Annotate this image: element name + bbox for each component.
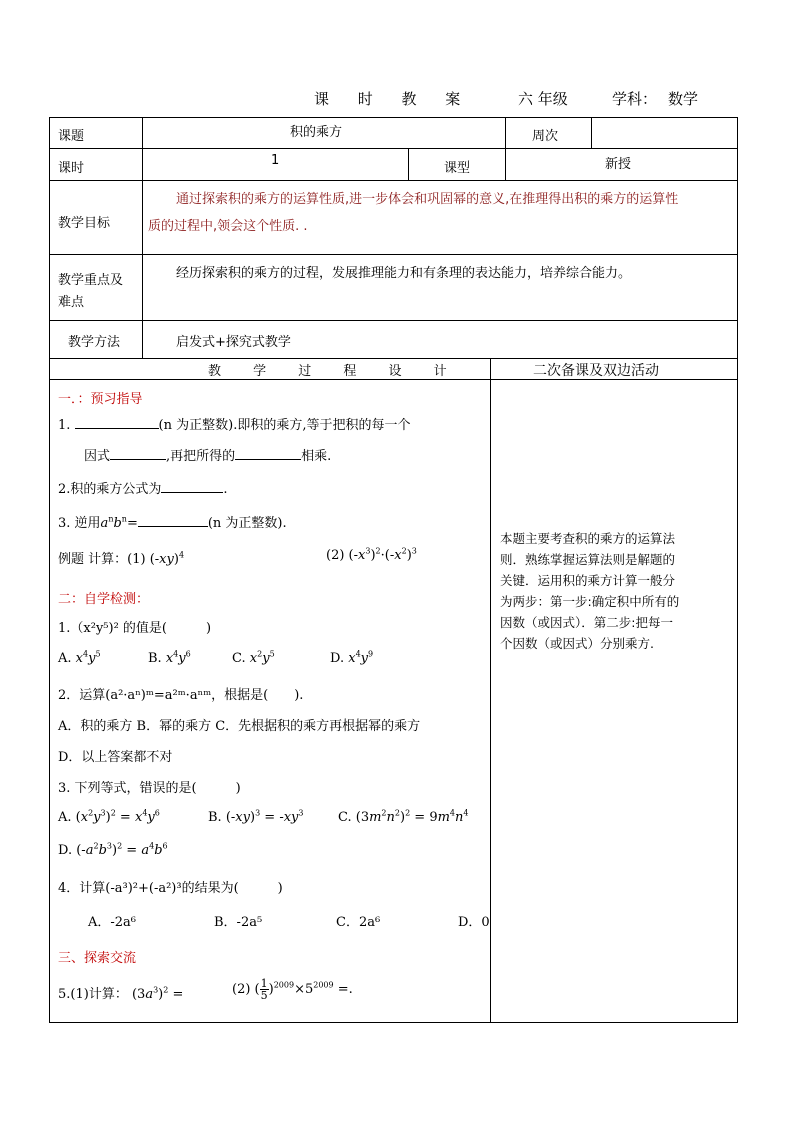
section3-title: 三、探索交流 [58, 951, 137, 966]
q2-text: 2.积的乘方公式为 [58, 482, 162, 497]
period-value: 1 [271, 153, 280, 168]
note-line: 因数（或因式）．第二步:把每一 [500, 615, 673, 630]
t4-question: 4．计算(-a³)²+(-a²)³的结果为( ) [58, 881, 283, 896]
t1-option-a[interactable]: A. $x^4y^5$ [58, 649, 101, 666]
lesson-plan-title: 课 时 教 案 [314, 90, 473, 108]
q2-line: 2.积的乘方公式为 . [58, 482, 228, 497]
q1-multiply: 相乘. [301, 449, 332, 464]
example-line: 例题 计算：(1) $(-xy)^4$ [58, 550, 185, 567]
section1-title: 一．：预习指导 [58, 392, 143, 407]
q1-blank2[interactable] [110, 447, 166, 460]
prep-note [500, 528, 679, 654]
t4-option-c[interactable]: C．2a⁶ [336, 915, 381, 930]
period-label: 课时 [58, 161, 85, 176]
t4-option-b[interactable]: B．-2a⁵ [214, 915, 263, 930]
t2-options-abc: A．积的乘方 B．幂的乘方 C．先根据积的乘方再根据幂的乘方 [58, 719, 421, 734]
note-line: 本题主要考查积的乘方的运算法 [500, 531, 676, 546]
goal-text-line1: 通过探索积的乘方的运算性质,进一步体会和巩固幂的意义,在推理得出积的乘方的运算性 [176, 192, 679, 207]
q3-blank[interactable] [138, 514, 208, 527]
t3-option-d[interactable]: D. $(-a^2b^3)^2 = a^4b^6$ [58, 841, 168, 858]
q1-line2 [84, 445, 331, 464]
t1-option-b[interactable]: B. $x^4y^6$ [148, 649, 191, 666]
q5-label: 5.(1)计算： [58, 987, 128, 1002]
q5-part2-label: (2) [232, 982, 251, 997]
t4-option-a[interactable]: A．-2a⁶ [88, 915, 137, 930]
fraction-one-fifth: $\frac{1}{5}$ [260, 977, 268, 1002]
second-prep-header: 二次备课及双边活动 [533, 363, 659, 379]
key-label-1: 教学重点及 [58, 273, 124, 288]
method-label: 教学方法 [68, 335, 121, 350]
note-line: 个因数（或因式）分别乘方. [500, 636, 654, 651]
goal-text-line2: 质的过程中,领会这个性质. . [148, 219, 308, 234]
example-2: (2) $(-x^3)^2\cdot(-x^2)^3$ [326, 546, 417, 563]
key-label-2: 难点 [58, 295, 85, 310]
q1-number: 1. [58, 418, 75, 433]
topic-label: 课题 [58, 129, 85, 144]
subject-label: 学科： [612, 90, 658, 108]
t3-option-a[interactable]: A. $(x^2y^3)^2 = x^4y^6$ [58, 808, 160, 825]
topic-value: 积的乘方 [290, 125, 343, 140]
q1-then: ,再把所得的 [166, 449, 236, 464]
t3-option-c[interactable]: C. $(3m^2n^2)^2 = 9m^4n^4$ [338, 808, 469, 825]
q1-line1 [58, 414, 410, 433]
q1-factor: 因式 [84, 449, 111, 464]
t3-question: 3. 下列等式，错误的是( ) [58, 781, 241, 796]
note-line: 关键．运用积的乘方计算一般分 [500, 573, 676, 588]
t1-option-c[interactable]: C. $x^2y^5$ [232, 649, 275, 666]
week-label: 周次 [532, 129, 559, 144]
example-2-label: (2) [326, 548, 345, 563]
key-text: 经历探索积的乘方的过程，发展推理能力和有条理的表达能力，培养综合能力。 [176, 266, 632, 281]
t2-question: 2．运算(a²·aⁿ)ᵐ=a²ᵐ·aⁿᵐ，根据是( ). [58, 688, 304, 703]
q1-text: (n 为正整数).即积的乘方,等于把积的每一个 [158, 418, 411, 433]
q5-line: 5.(1)计算： $(3a^3)^2$ = [58, 985, 184, 1002]
section2-title: 二：自学检测： [58, 592, 150, 607]
process-header: 教 学 过 程 设 计 [208, 364, 461, 379]
example-label: 例题 计算：(1) [58, 552, 146, 567]
q1-blank1[interactable] [75, 416, 159, 429]
subject-value: 数学 [668, 90, 699, 108]
note-line: 则．熟练掌握运算法则是解题的 [500, 552, 676, 567]
goal-label: 教学目标 [58, 216, 111, 231]
t2-option-d: D．以上答案都不对 [58, 750, 173, 765]
q5-part2: (2) ( $\frac{1}{5}$ )$^{2009}\times 5^{2009}$ =. [232, 977, 353, 1002]
q3-tail: (n 为正整数). [207, 516, 287, 531]
q2-blank[interactable] [161, 480, 223, 493]
q1-blank3[interactable] [235, 447, 301, 460]
method-value: 启发式+探究式教学 [176, 335, 291, 350]
t1-question: 1.（x²y⁵)² 的值是( ) [58, 621, 212, 636]
grade-text: 六 年级 [518, 90, 568, 108]
q3-line: 3. 逆用$a^nb^n= (n$ 为正整数). [58, 514, 287, 531]
type-value: 新授 [605, 157, 632, 172]
t1-option-d[interactable]: D. $x^4y^9$ [330, 649, 374, 666]
t4-option-d[interactable]: D．0 [458, 915, 490, 930]
q3-text: 3. 逆用 [58, 516, 101, 531]
note-line: 为两步：第一步:确定积中所有的 [500, 594, 680, 609]
type-label: 课型 [444, 161, 471, 176]
t3-option-b[interactable]: B. $(-xy)^3 = -xy^3$ [208, 808, 304, 825]
